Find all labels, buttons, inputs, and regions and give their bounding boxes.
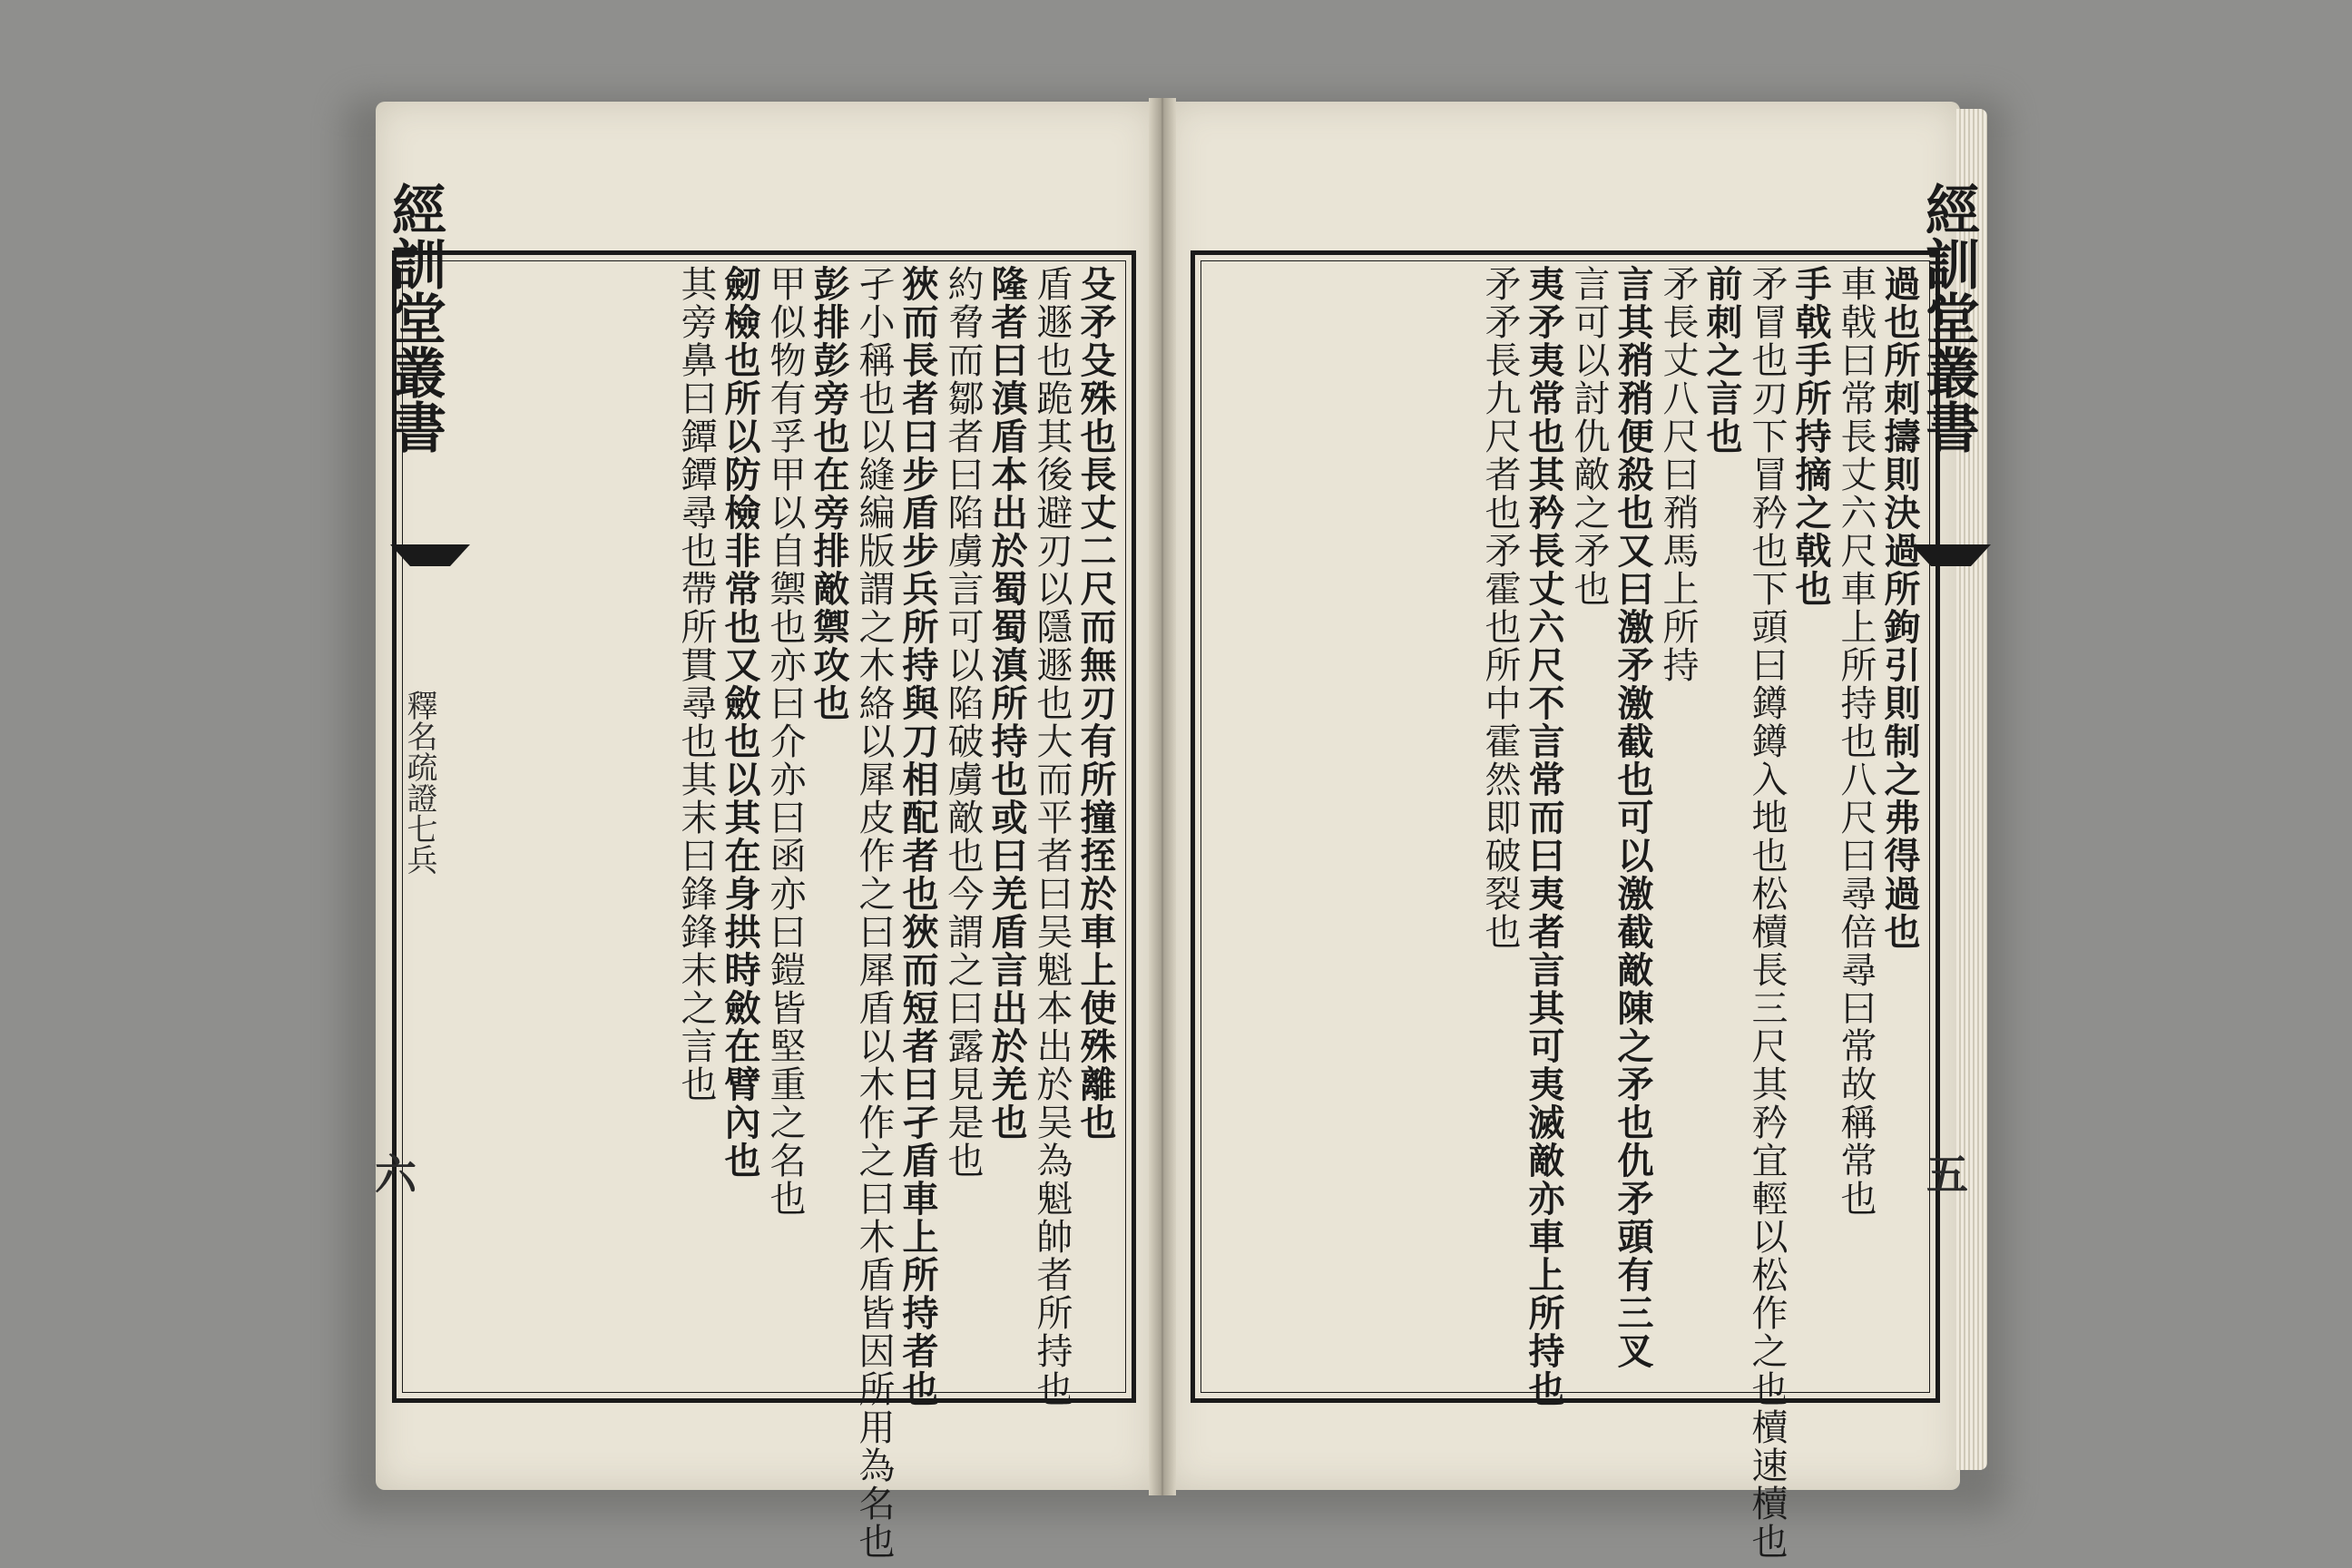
text-column: 言其矟矟便殺也又曰激矛激截也可以激截敵陳之矛也仇矛頭有三叉 [1612, 265, 1654, 1370]
fishtail-ornament-right [1911, 544, 1991, 566]
text-column: 孑小稱也以縫編版謂之木絡以犀皮作之曰犀盾以木作之曰木盾皆因所用為名也 [853, 265, 895, 1561]
text-column: 殳矛殳殊也長丈二尺而無刃有所撞挃於車上使殊離也 [1074, 265, 1117, 1142]
book-gutter [1149, 98, 1176, 1495]
text-column: 手戟手所持摘之戟也 [1789, 265, 1832, 608]
left-section-title: 釋名疏證七兵 [401, 690, 437, 875]
text-column: 約脅而鄒者曰陷虜言可以陷破虜敵也今謂之曰露見是也 [942, 265, 984, 1180]
text-column: 劒檢也所以防檢非常也又斂也以其在身拱時斂在臂內也 [719, 265, 761, 1180]
text-column: 矛冒也刃下冒矜也下頭曰鐏鐏入地也松櫝長三尺其矜宜輕以松作之也櫝速櫝也 [1746, 265, 1788, 1561]
text-column: 車戟曰常長丈六尺車上所持也八尺曰尋倍尋曰常故稱常也 [1835, 265, 1877, 1218]
text-column: 矛矛長九尺者也矛霍也所中霍然即破裂也 [1479, 265, 1521, 951]
text-column: 前刺之言也 [1700, 265, 1743, 456]
text-column: 彭排彭旁也在旁排敵禦攻也 [808, 265, 850, 722]
text-column: 其旁鼻曰鐔鐔尋也帶所貫尋也其末曰鋒鋒末之言也 [675, 265, 717, 1103]
text-column: 盾遯也跪其後避刃以隱遯也大而平者曰吴魁本出於吴為魁帥者所持也 [1031, 265, 1073, 1408]
left-page-header: 經訓堂叢書 [383, 181, 446, 454]
text-column: 隆者曰滇盾本出於蜀蜀滇所持也或曰羌盾言出於羌也 [985, 265, 1028, 1142]
text-column: 言可以討仇敵之矛也 [1568, 265, 1610, 608]
left-page-number: 六 [368, 1152, 417, 1194]
right-page-header: 經訓堂叢書 [1916, 181, 1980, 454]
right-page-number: 五 [1920, 1152, 1969, 1194]
text-column: 狹而長者曰步盾步兵所持與刀相配者也狹而短者曰孑盾車上所持者也 [897, 265, 939, 1408]
text-column: 夷矛夷常也其矜長丈六尺不言常而曰夷者言其可夷滅敵亦車上所持也 [1523, 265, 1565, 1408]
text-column: 矛長丈八尺曰矟馬上所持 [1657, 265, 1699, 684]
text-column: 甲似物有孚甲以自禦也亦曰介亦曰函亦曰鎧皆堅重之名也 [764, 265, 806, 1218]
right-page-text [1209, 265, 1922, 1561]
left-page-text [410, 265, 1118, 1561]
text-column: 過也所刺擣則決過所鉤引則制之弗得過也 [1878, 265, 1921, 951]
